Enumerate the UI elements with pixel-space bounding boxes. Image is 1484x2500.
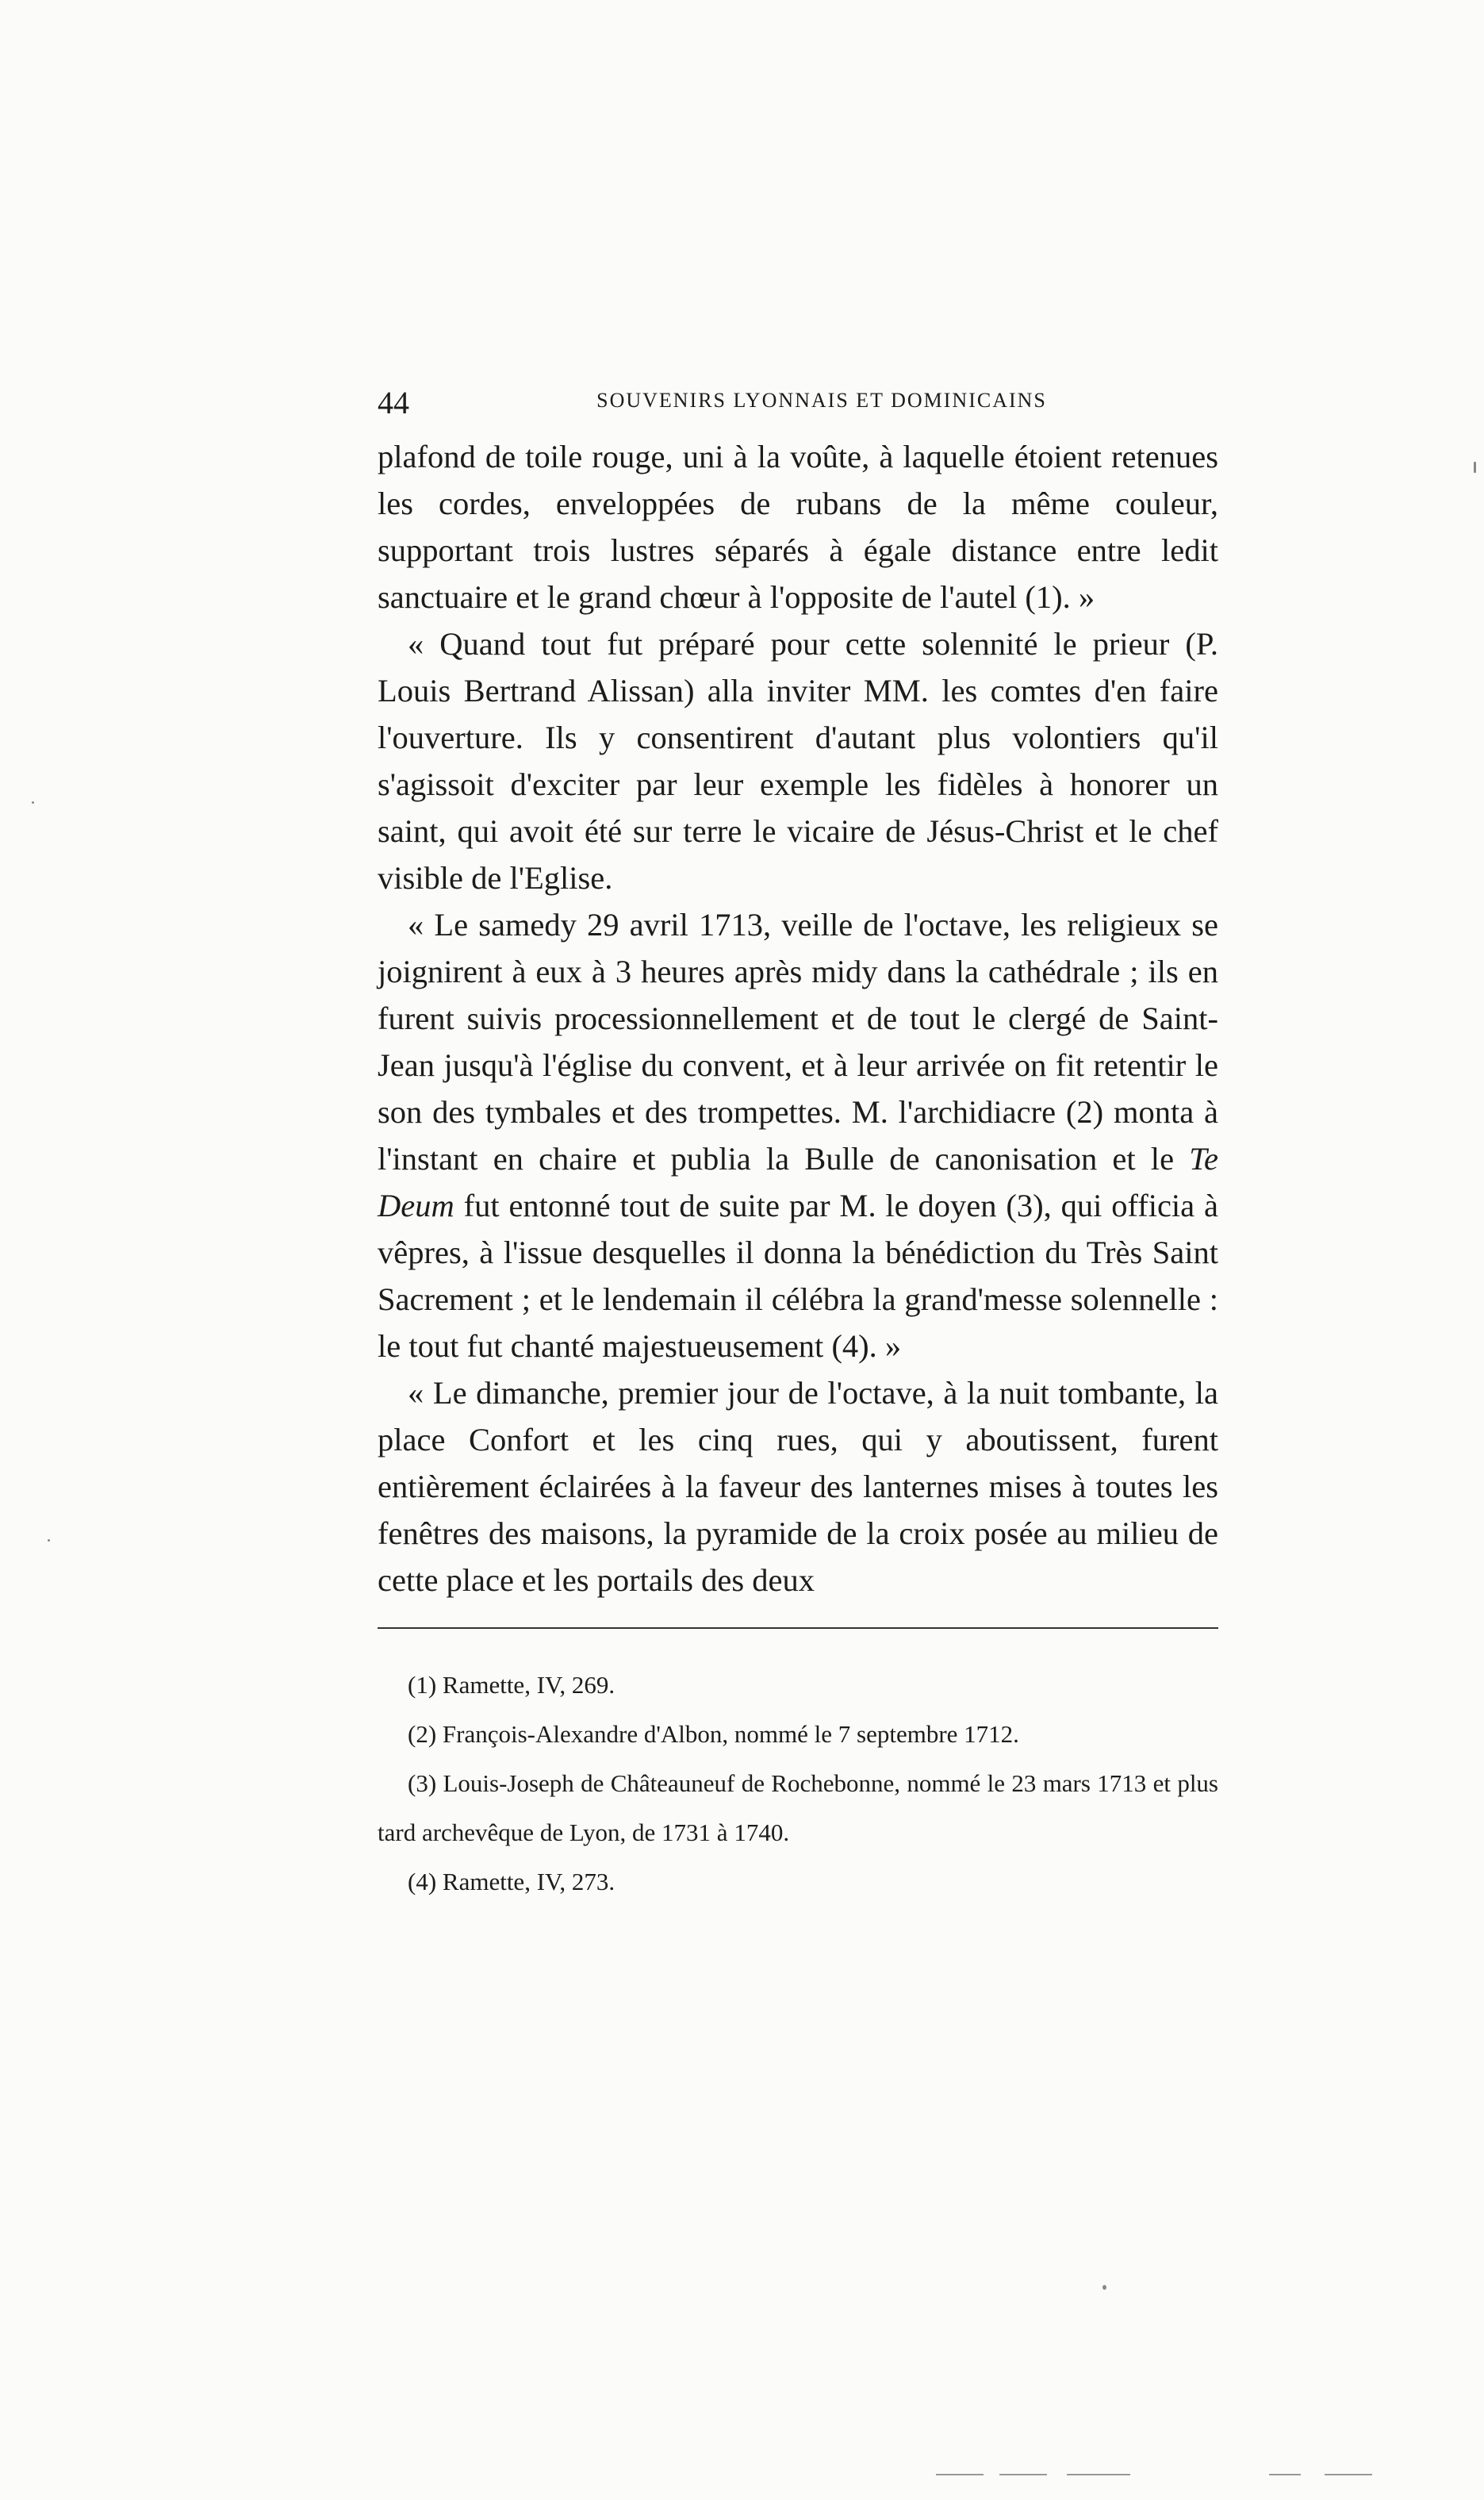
paragraph-4: « Le dimanche, premier jour de l'octave, à la nuit tombante, la place Confort et les cinq rues, qui y aboutissent, furent entièrement éclairées à la faveur des lanternes mises à toutes les fenêtres des maisons, la pyramide de la croix posée au milieu de cette place et les portails des deux xyxy=(378,1375,1218,1598)
body-text xyxy=(378,433,1218,1603)
paragraph-3-text-before: « Le samedy 29 avril 1713, veille de l'octave, les religieux se joignirent à eux à 3 heures après midy dans la cathédrale ; ils en furent suivis processionnellement et de tout le clergé de Saint-Jean jusqu'à l'église du convent, et à leur arrivée on fit retentir le son des tymbales et des trompettes. M. l'archidiacre (2) monta à l'instant en chaire et publia la Bulle de canonisation et le xyxy=(378,907,1218,1177)
scan-dash xyxy=(1067,2474,1130,2475)
scan-speck xyxy=(1102,2285,1106,2290)
footnotes xyxy=(378,1661,1218,1907)
paragraph-3-text-after: fut entonné tout de suite par M. le doyen (3), qui officia à vêpres, à l'issue desquelles il donna la bénédiction du Très Saint Sacrement ; et le lendemain il célébra la grand'messe solennelle : le tout fut chanté majestueusement (4). » xyxy=(378,1188,1218,1364)
footnote-4: (4) Ramette, IV, 273. xyxy=(408,1868,615,1895)
paragraph-1: plafond de toile rouge, uni à la voûte, à laquelle étoient retenues les cordes, enveloppées de rubans de la même couleur, supportant trois lustres séparés à égale distance entre ledit sanctuaire et le grand chœur à l'opposite de l'autel (1). » xyxy=(378,439,1218,615)
scan-dash xyxy=(999,2474,1047,2475)
page-header xyxy=(378,384,1218,428)
running-title: SOUVENIRS LYONNAIS ET DOMINICAINS xyxy=(596,389,1047,412)
paragraph-2: « Quand tout fut préparé pour cette solennité le prieur (P. Louis Bertrand Alissan) alla inviter MM. les comtes d'en faire l'ouverture. Ils y consentirent d'autant plus volontiers qu'il s'agissoit d'exciter par leur exemple les fidèles à honorer un saint, qui avoit été sur terre le vicaire de Jésus-Christ et le chef visible de l'Eglise. xyxy=(378,626,1218,896)
scan-dash xyxy=(1269,2474,1301,2475)
footnote-1: (1) Ramette, IV, 269. xyxy=(408,1671,615,1699)
scan-dash xyxy=(936,2474,984,2475)
scan-speck xyxy=(1474,462,1476,473)
paragraph-3 xyxy=(378,901,1218,1369)
scan-speck xyxy=(32,801,34,804)
page-number: 44 xyxy=(378,385,409,421)
footnote-separator-rule xyxy=(378,1627,1218,1629)
book-page xyxy=(378,384,1218,1907)
scan-speck xyxy=(48,1539,50,1542)
footnote-2: (2) François-Alexandre d'Albon, nommé le 7 septembre 1712. xyxy=(408,1720,1019,1748)
scan-dash xyxy=(1325,2474,1372,2475)
paragraph-3-italic-te-deum: Te Deum xyxy=(378,1141,1218,1223)
footnote-3: (3) Louis-Joseph de Châteauneuf de Rochebonne, nommé le 23 mars 1713 et plus tard archevêque de Lyon, de 1731 à 1740. xyxy=(378,1769,1218,1846)
